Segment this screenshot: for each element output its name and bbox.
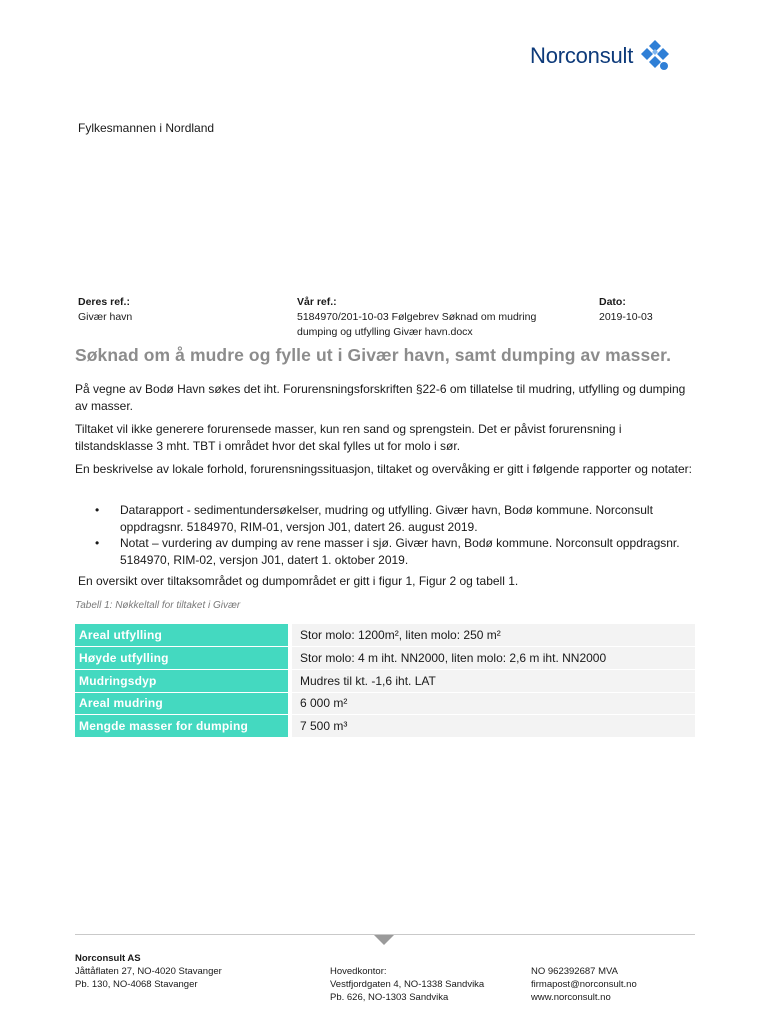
table-row bbox=[75, 647, 695, 670]
document-title: Søknad om å mudre og fylle ut i Givær havn, samt dumping av masser. bbox=[75, 345, 672, 365]
footer-company bbox=[75, 952, 222, 991]
footer-triangle-icon bbox=[374, 935, 394, 945]
table-key-cell: Areal utfylling bbox=[75, 624, 288, 647]
paragraph-reports-intro: En beskrivelse av lokale forhold, forurensningssituasjon, tiltaket og overvåking er gitt i følgende rapporter og notater: bbox=[75, 462, 693, 476]
our-reference-value-line1: 5184970/201-10-03 Følgebrev Søknad om mudring bbox=[297, 311, 537, 323]
footer-contact bbox=[531, 965, 637, 1004]
their-reference bbox=[78, 296, 278, 325]
table-key-cell: Høyde utfylling bbox=[75, 647, 288, 670]
table-value-cell: Mudres til kt. -1,6 iht. LAT bbox=[292, 669, 695, 692]
list-item-text: Notat – vurdering av dumping av rene masser i sjø. Givær havn, Bodø kommune. Norconsult oppdragsnr. 5184970, RIM-02, versjon J01, datert 1. oktober 2019. bbox=[120, 536, 680, 567]
list-item bbox=[95, 535, 695, 568]
our-reference-label: Vår ref.: bbox=[297, 296, 337, 308]
table-row bbox=[75, 624, 695, 647]
norconsult-diamond-logo-icon bbox=[637, 38, 673, 74]
table-row bbox=[75, 692, 695, 715]
their-reference-label: Deres ref.: bbox=[78, 296, 130, 308]
footer-hq-address1: Vestfjordgaten 4, NO-1338 Sandvika bbox=[330, 979, 485, 990]
date-reference bbox=[599, 296, 699, 325]
table-key-cell: Areal mudring bbox=[75, 692, 288, 715]
table-value-cell: 6 000 m² bbox=[292, 692, 695, 715]
table-value-cell: Stor molo: 1200m², liten molo: 250 m² bbox=[292, 624, 695, 647]
table-caption: Tabell 1: Nøkkeltall for tiltaket i Givær bbox=[75, 600, 241, 611]
footer-headquarters bbox=[330, 965, 484, 1004]
logo-text: Norconsult bbox=[530, 43, 634, 68]
recipient: Fylkesmannen i Nordland bbox=[78, 121, 215, 135]
footer-hq-address2: Pb. 626, NO-1303 Sandvika bbox=[330, 992, 449, 1003]
bullet-marker: • bbox=[95, 536, 100, 550]
date-label: Dato: bbox=[599, 296, 626, 308]
footer-web-link[interactable]: www.norconsult.no bbox=[531, 992, 611, 1003]
table-key-cell: Mudringsdyp bbox=[75, 669, 288, 692]
footer-address-line1: Jåttåflaten 27, NO-4020 Stavanger bbox=[75, 966, 222, 977]
their-reference-value: Givær havn bbox=[78, 311, 133, 323]
key-figures-table bbox=[75, 624, 695, 738]
paragraph-overview: En oversikt over tiltaksområdet og dumpområdet er gitt i figur 1, Figur 2 og tabell 1. bbox=[78, 574, 519, 588]
footer-company-name: Norconsult AS bbox=[75, 953, 141, 964]
table-value-cell: 7 500 m³ bbox=[292, 715, 695, 738]
list-item-text: Datarapport - sedimentundersøkelser, mudring og utfylling. Givær havn, Bodø kommune. Norconsult oppdragsnr. 5184970, RIM-01, versjon J01, datert 26. august 2019. bbox=[120, 503, 653, 534]
paragraph-application: På vegne av Bodø Havn søkes det iht. Forurensningsforskriften §22-6 om tillatelse til mudring, utfylling og dumping av masser. bbox=[75, 382, 686, 413]
table-value-cell: Stor molo: 4 m iht. NN2000, liten molo: 2,6 m iht. NN2000 bbox=[292, 647, 695, 670]
footer-hq-label: Hovedkontor: bbox=[330, 966, 387, 977]
date-value: 2019-10-03 bbox=[599, 311, 653, 323]
footer-email-link[interactable]: firmapost@norconsult.no bbox=[531, 979, 637, 990]
footer-org-number: NO 962392687 MVA bbox=[531, 966, 618, 977]
table-key-cell: Mengde masser for dumping bbox=[75, 715, 288, 738]
list-item bbox=[95, 502, 695, 535]
company-logo bbox=[530, 38, 673, 74]
paragraph-pollution: Tiltaket vil ikke generere forurensede masser, kun ren sand og sprengstein. Det er påvist forurensning i tilstandsklasse 3 mht. TBT i området hvor det skal fylles ut for molo i sør. bbox=[75, 422, 622, 453]
table-row bbox=[75, 715, 695, 738]
table-row bbox=[75, 669, 695, 692]
footer-address-line2: Pb. 130, NO-4068 Stavanger bbox=[75, 979, 198, 990]
our-reference-value-line2: dumping og utfylling Givær havn.docx bbox=[297, 326, 473, 338]
report-list bbox=[95, 502, 695, 568]
bullet-marker: • bbox=[95, 503, 100, 517]
our-reference bbox=[297, 296, 587, 340]
